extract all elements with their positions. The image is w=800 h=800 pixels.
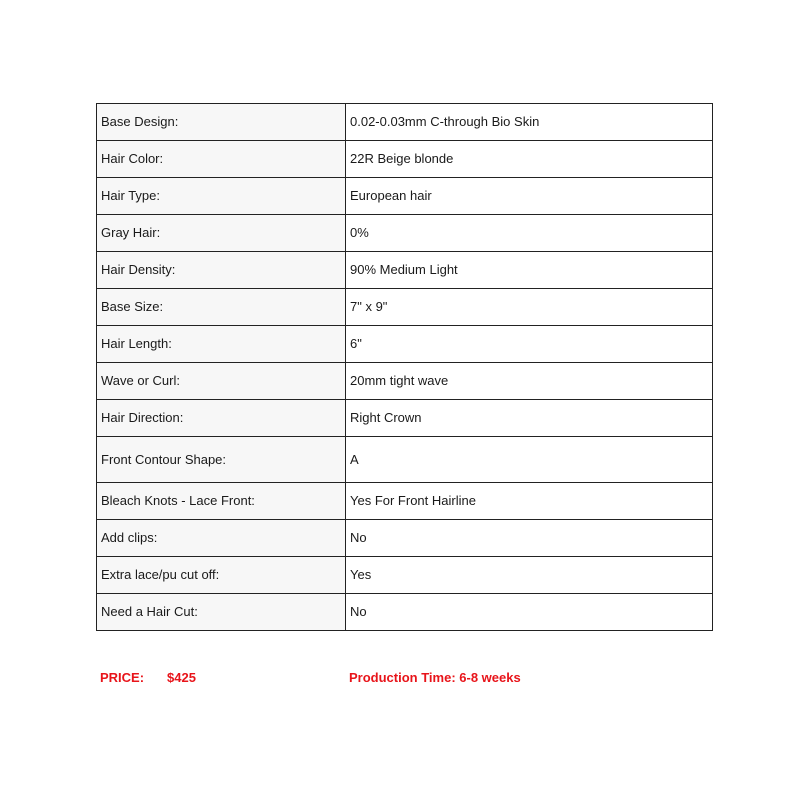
spec-value-front-contour-shape: A — [346, 437, 713, 483]
table-row — [97, 178, 713, 215]
spec-label-hair-length: Hair Length: — [97, 326, 346, 363]
spec-label-add-clips: Add clips: — [97, 520, 346, 557]
table-row — [97, 520, 713, 557]
table-row — [97, 141, 713, 178]
spec-label-hair-type: Hair Type: — [97, 178, 346, 215]
table-row — [97, 104, 713, 141]
spec-value-hair-type: European hair — [346, 178, 713, 215]
spec-label-need-hair-cut: Need a Hair Cut: — [97, 594, 346, 631]
production-time: Production Time: 6-8 weeks — [349, 670, 521, 685]
spec-label-gray-hair: Gray Hair: — [97, 215, 346, 252]
spec-value-hair-direction: Right Crown — [346, 400, 713, 437]
spec-value-need-hair-cut: No — [346, 594, 713, 631]
spec-value-hair-color: 22R Beige blonde — [346, 141, 713, 178]
spec-value-hair-density: 90% Medium Light — [346, 252, 713, 289]
price-value: $425 — [167, 670, 196, 685]
spec-label-hair-density: Hair Density: — [97, 252, 346, 289]
spec-value-hair-length: 6" — [346, 326, 713, 363]
spec-value-base-size: 7" x 9" — [346, 289, 713, 326]
table-row — [97, 557, 713, 594]
table-row — [97, 215, 713, 252]
table-row — [97, 437, 713, 483]
spec-label-wave-or-curl: Wave or Curl: — [97, 363, 346, 400]
spec-label-front-contour-shape: Front Contour Shape: — [97, 437, 346, 483]
price-footer — [100, 670, 700, 690]
table-row — [97, 594, 713, 631]
table-row — [97, 400, 713, 437]
table-row — [97, 252, 713, 289]
spec-label-extra-lace-cut-off: Extra lace/pu cut off: — [97, 557, 346, 594]
price-label: PRICE: — [100, 670, 145, 685]
spec-label-base-size: Base Size: — [97, 289, 346, 326]
spec-label-hair-direction: Hair Direction: — [97, 400, 346, 437]
spec-value-base-design: 0.02-0.03mm C-through Bio Skin — [346, 104, 713, 141]
table-row — [97, 289, 713, 326]
table-row — [97, 363, 713, 400]
spec-value-wave-or-curl: 20mm tight wave — [346, 363, 713, 400]
spec-value-extra-lace-cut-off: Yes — [346, 557, 713, 594]
table-row — [97, 326, 713, 363]
spec-value-add-clips: No — [346, 520, 713, 557]
spec-table — [96, 103, 713, 631]
spec-label-bleach-knots: Bleach Knots - Lace Front: — [97, 483, 346, 520]
spec-label-hair-color: Hair Color: — [97, 141, 346, 178]
spec-value-bleach-knots: Yes For Front Hairline — [346, 483, 713, 520]
table-row — [97, 483, 713, 520]
spec-value-gray-hair: 0% — [346, 215, 713, 252]
spec-label-base-design: Base Design: — [97, 104, 346, 141]
